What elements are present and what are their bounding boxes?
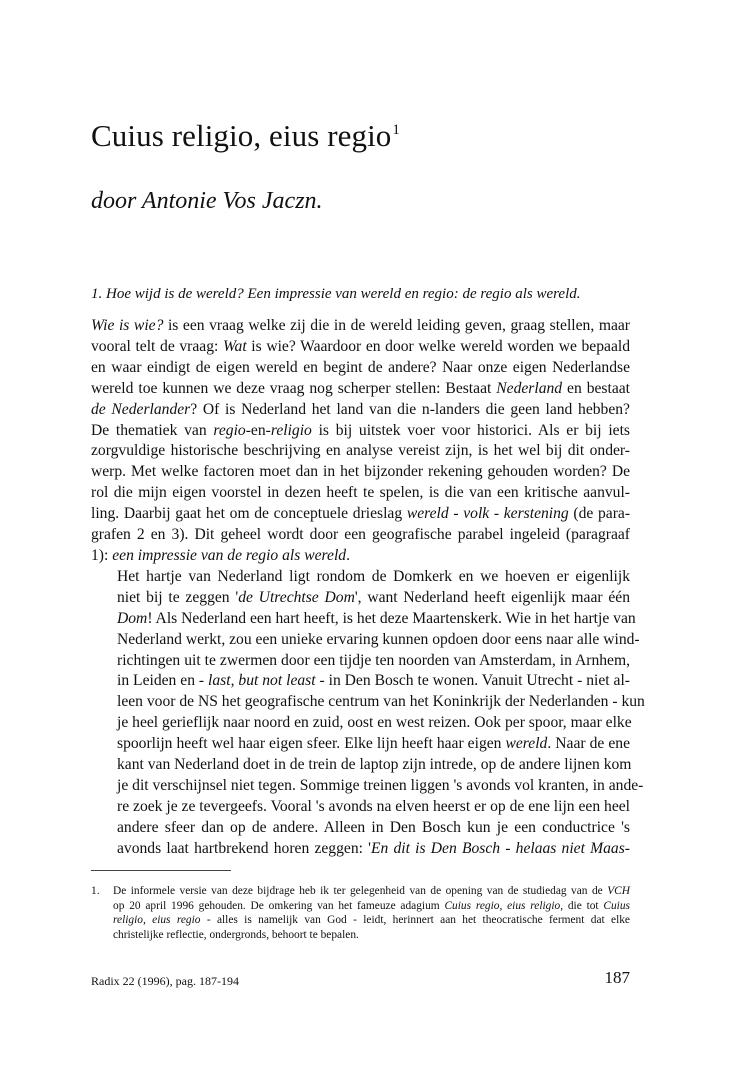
footnote-line: christelijke reflectie, ondergronds, behoort te bepalen. (113, 928, 359, 941)
footnote-divider (91, 870, 231, 871)
footnote-line: religio, eius regio - alles is namelijk van God - leidt, herinnert aan het theocratische ferment dat elke (113, 914, 630, 927)
text-line: kant van Nederland doet in de trein de laptop zijn intrede, op de andere lijnen kom (117, 756, 632, 774)
text-line: spoorlijn heeft wel haar eigen sfeer. Elke lijn heeft haar eigen wereld. Naar de ene (117, 735, 630, 753)
text-line: werp. Met welke factoren moet dan in het bijzonder rekening gehouden worden? De (91, 463, 630, 481)
text-line: vooral telt de vraag: Wat is wie? Waardoor en door welke wereld worden we bepaald (91, 337, 631, 355)
text-line: zorgvuldige historische beschrijving en analyse vereist zijn, is het wel bij dit onder- (91, 442, 630, 460)
footnote (91, 884, 630, 942)
text-line: in Leiden en - last, but not least - in Den Bosch te wonen. Vanuit Utrecht - niet al- (117, 672, 630, 690)
title-footnote-marker: 1 (392, 122, 401, 138)
journal-citation: Radix 22 (1996), pag. 187-194 (91, 974, 239, 988)
article-author: door Antonie Vos Jaczn. (91, 188, 323, 214)
text-line: richtingen uit te zwermen door een tijdje ten noorden van Amsterdam, in Arnhem, (117, 651, 630, 669)
text-line: avonds laat hartbrekend horen zeggen: 'En dit is Den Bosch - helaas niet Maas- (117, 839, 630, 857)
footnote-number: 1. (91, 885, 100, 897)
article-title (91, 118, 400, 154)
text-line: Het hartje van Nederland ligt rondom de Domkerk en we hoeven er eigenlijk (117, 567, 630, 585)
footnote-line: op 20 april 1996 gehouden. De omkering van het fameuze adagium Cuius regio, eius religio, die tot Cuius (113, 899, 630, 912)
text-line: De thematiek van regio-en-religio is bij uitstek voer voor historici. Als er bij iets (91, 421, 630, 439)
text-line: grafen 2 en 3). Dit geheel wordt door een geografische parabel ingeleid (paragraaf (91, 526, 630, 544)
text-line: 1): een impressie van de regio als wereld. (91, 546, 350, 564)
paragraph-2 (91, 567, 645, 860)
text-line: wereld toe kunnen we deze vraag nog scherper stellen: Bestaat Nederland en bestaat (91, 379, 630, 397)
footnote-text (113, 884, 630, 942)
text-line: re zoek je ze tevergeefs. Vooral 's avonds na elven heerst er op de ene lijn een heel (117, 797, 630, 815)
text-line: de Nederlander? Of is Nederland het land van die n-landers die geen land hebben? (91, 400, 630, 418)
article-body (91, 316, 645, 860)
text-line: leen voor de NS het geografische centrum van het Koninkrijk der Nederlanden - kun (117, 693, 645, 711)
text-line: je dit verschijnsel niet tegen. Sommige treinen liggen 's avonds vol kranten, in ande- (117, 776, 644, 794)
section-heading: 1. Hoe wijd is de wereld? Een impressie van wereld en regio: de regio als wereld. (91, 286, 581, 302)
text-line: je heel gerieflijk naar noord en zuid, oost en west reizen. Ook per spoor, maar elke (117, 714, 632, 732)
paragraph-1 (91, 316, 630, 567)
text-line: en waar eindigt de eigen wereld en begint de andere? Naar onze eigen Nederlandse (91, 358, 630, 376)
text-line: andere sfeer dan op de andere. Alleen in Den Bosch kun je een conductrice 's (117, 818, 630, 836)
text-line: Nederland werkt, zou een unieke ervaring kunnen opdoen door eens naar alle wind- (117, 630, 640, 648)
footnote-line: De informele versie van deze bijdrage heb ik ter gelegenheid van de opening van de studiedag van de VCH (113, 885, 630, 897)
text-line: Dom! Als Nederland een hart heeft, is het deze Maartenskerk. Wie in het hartje van (117, 609, 636, 627)
text-line: niet bij te zeggen 'de Utrechtse Dom', want Nederland heeft eigenlijk maar één (117, 588, 630, 606)
text-line: Wie is wie? is een vraag welke zij die in de wereld leiding geven, graag stellen, maar (91, 317, 630, 334)
text-line: ling. Daarbij gaat het om de conceptuele drieslag wereld - volk - kerstening (de para- (91, 505, 631, 523)
text-line: rol die mijn eigen voorstel in dezen heeft te spelen, is die van een kritische aanvul- (91, 484, 630, 502)
title-text: Cuius religio, eius regio (91, 118, 392, 153)
page-number: 187 (604, 968, 630, 987)
